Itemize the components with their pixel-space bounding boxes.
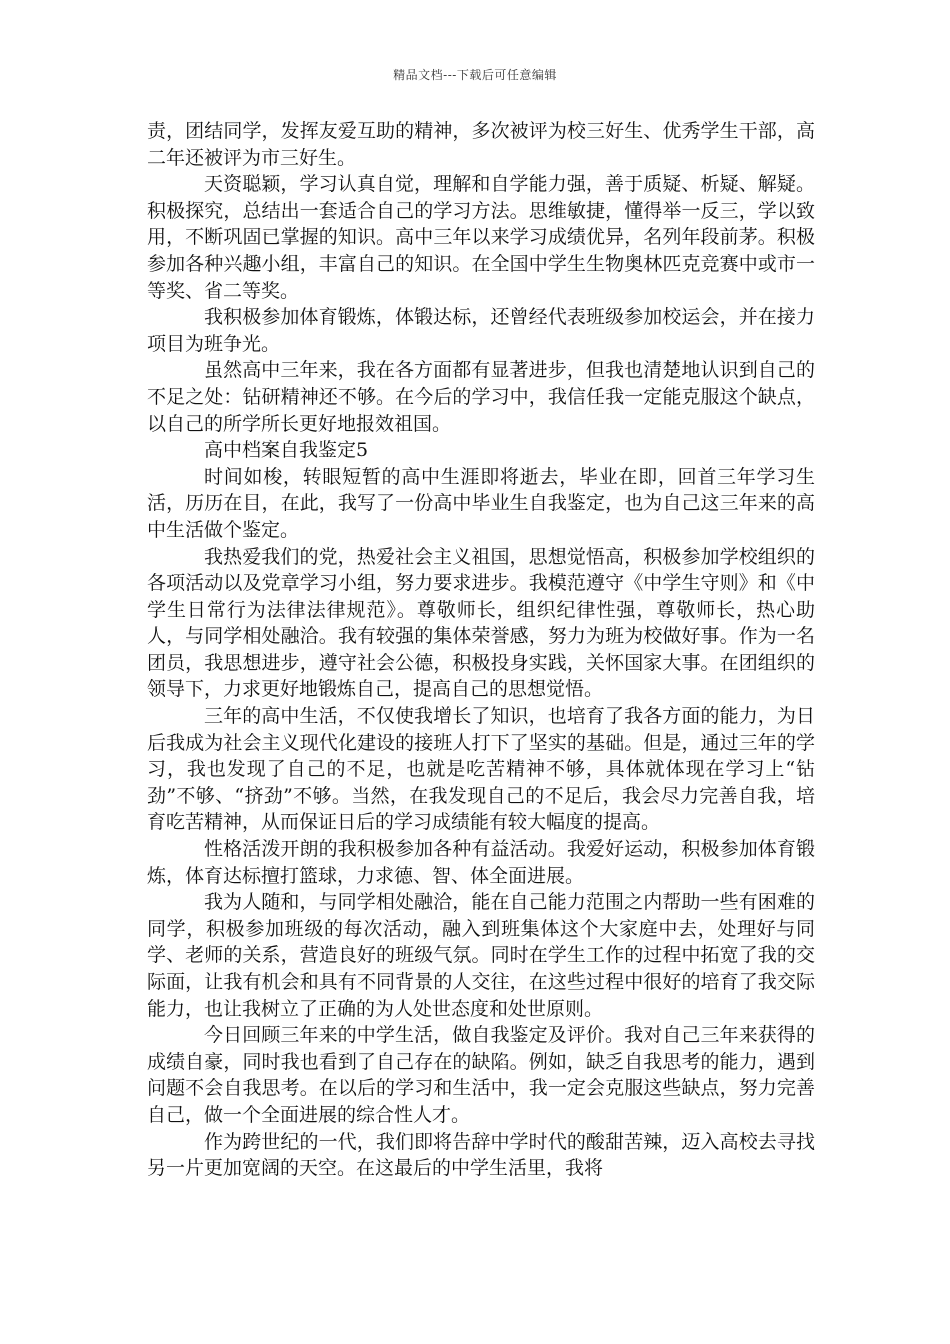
section-heading: 高中档案自我鉴定5 [204, 439, 369, 462]
paragraph: 虽然高中三年来，我在各方面都有显著进步，但我也清楚地认识到自己的不足之处：钻研精神还不够。在今后的学习中，我信任我一定能克服这个缺点，以自己的所学所长更好地报效祖国。 [147, 359, 815, 435]
document-body [147, 118, 815, 1182]
page-header: 精品文档---下载后可任意编辑 [393, 68, 557, 82]
paragraph: 性格活泼开朗的我积极参加各种有益活动。我爱好运动，积极参加体育锻炼，体育达标擅打篮球，力求德、智、体全面进展。 [147, 838, 815, 887]
paragraph: 责，团结同学，发挥友爱互助的精神，多次被评为校三好生、优秀学生干部，高二年还被评为市三好生。 [147, 120, 815, 169]
paragraph: 我热爱我们的党，热爱社会主义祖国，思想觉悟高，积极参加学校组织的各项活动以及党章学习小组，努力要求进步。我模范遵守《中学生守则》和《中学生日常行为法律法律规范》。尊敬师长，组织纪律性强，尊敬师长，热心助人，与同学相处融洽。我有较强的集体荣誉感，努力为班为校做好事。作为一名团员，我思想进步，遵守社会公德，积极投身实践，关怀国家大事。在团组织的领导下，力求更好地锻炼自己，提高自己的思想觉悟。 [147, 545, 815, 701]
paragraph: 三年的高中生活，不仅使我增长了知识，也培育了我各方面的能力，为日后我成为社会主义现代化建设的接班人打下了坚实的基础。但是，通过三年的学习，我也发现了自己的不足，也就是吃苦精神不够，具体就体现在学习上“钻劲”不够、“挤劲”不够。当然，在我发现自己的不足后，我会尽力完善自我，培育吃苦精神，从而保证日后的学习成绩能有较大幅度的提高。 [147, 705, 815, 834]
paragraph: 我积极参加体育锻炼，体锻达标，还曾经代表班级参加校运会，并在接力项目为班争光。 [147, 306, 815, 355]
paragraph: 我为人随和，与同学相处融洽，能在自己能力范围之内帮助一些有困难的同学，积极参加班级的每次活动，融入到班集体这个大家庭中去，处理好与同学、老师的关系，营造良好的班级气氛。同时在学生工作的过程中拓宽了我的交际面，让我有机会和具有不同背景的人交往，在这些过程中很好的培育了我交际能力，也让我树立了正确的为人处世态度和处世原则。 [147, 891, 815, 1020]
paragraph: 作为跨世纪的一代，我们即将告辞中学时代的酸甜苦辣，迈入高校去寻找另一片更加宽阔的天空。在这最后的中学生活里，我将 [147, 1130, 815, 1180]
paragraph: 时间如梭，转眼短暂的高中生涯即将逝去，毕业在即，回首三年学习生活，历历在目，在此，我写了一份高中毕业生自我鉴定，也为自己这三年来的高中生活做个鉴定。 [147, 465, 815, 541]
paragraph: 今日回顾三年来的中学生活，做自我鉴定及评价。我对自己三年来获得的成绩自豪，同时我也看到了自己存在的缺陷。例如，缺乏自我思考的能力，遇到问题不会自我思考。在以后的学习和生活中，我一定会克服这些缺点，努力完善自己，做一个全面进展的综合性人才。 [147, 1024, 815, 1126]
paragraph: 天资聪颖，学习认真自觉，理解和自学能力强，善于质疑、析疑、解疑。积极探究，总结出一套适合自己的学习方法。思维敏捷，懂得举一反三，学以致用，不断巩固已掌握的知识。高中三年以来学习成绩优异，名列年段前茅。积极参加各种兴趣小组，丰富自己的知识。在全国中学生生物奥林匹克竞赛中或市一等奖、省二等奖。 [147, 173, 815, 302]
